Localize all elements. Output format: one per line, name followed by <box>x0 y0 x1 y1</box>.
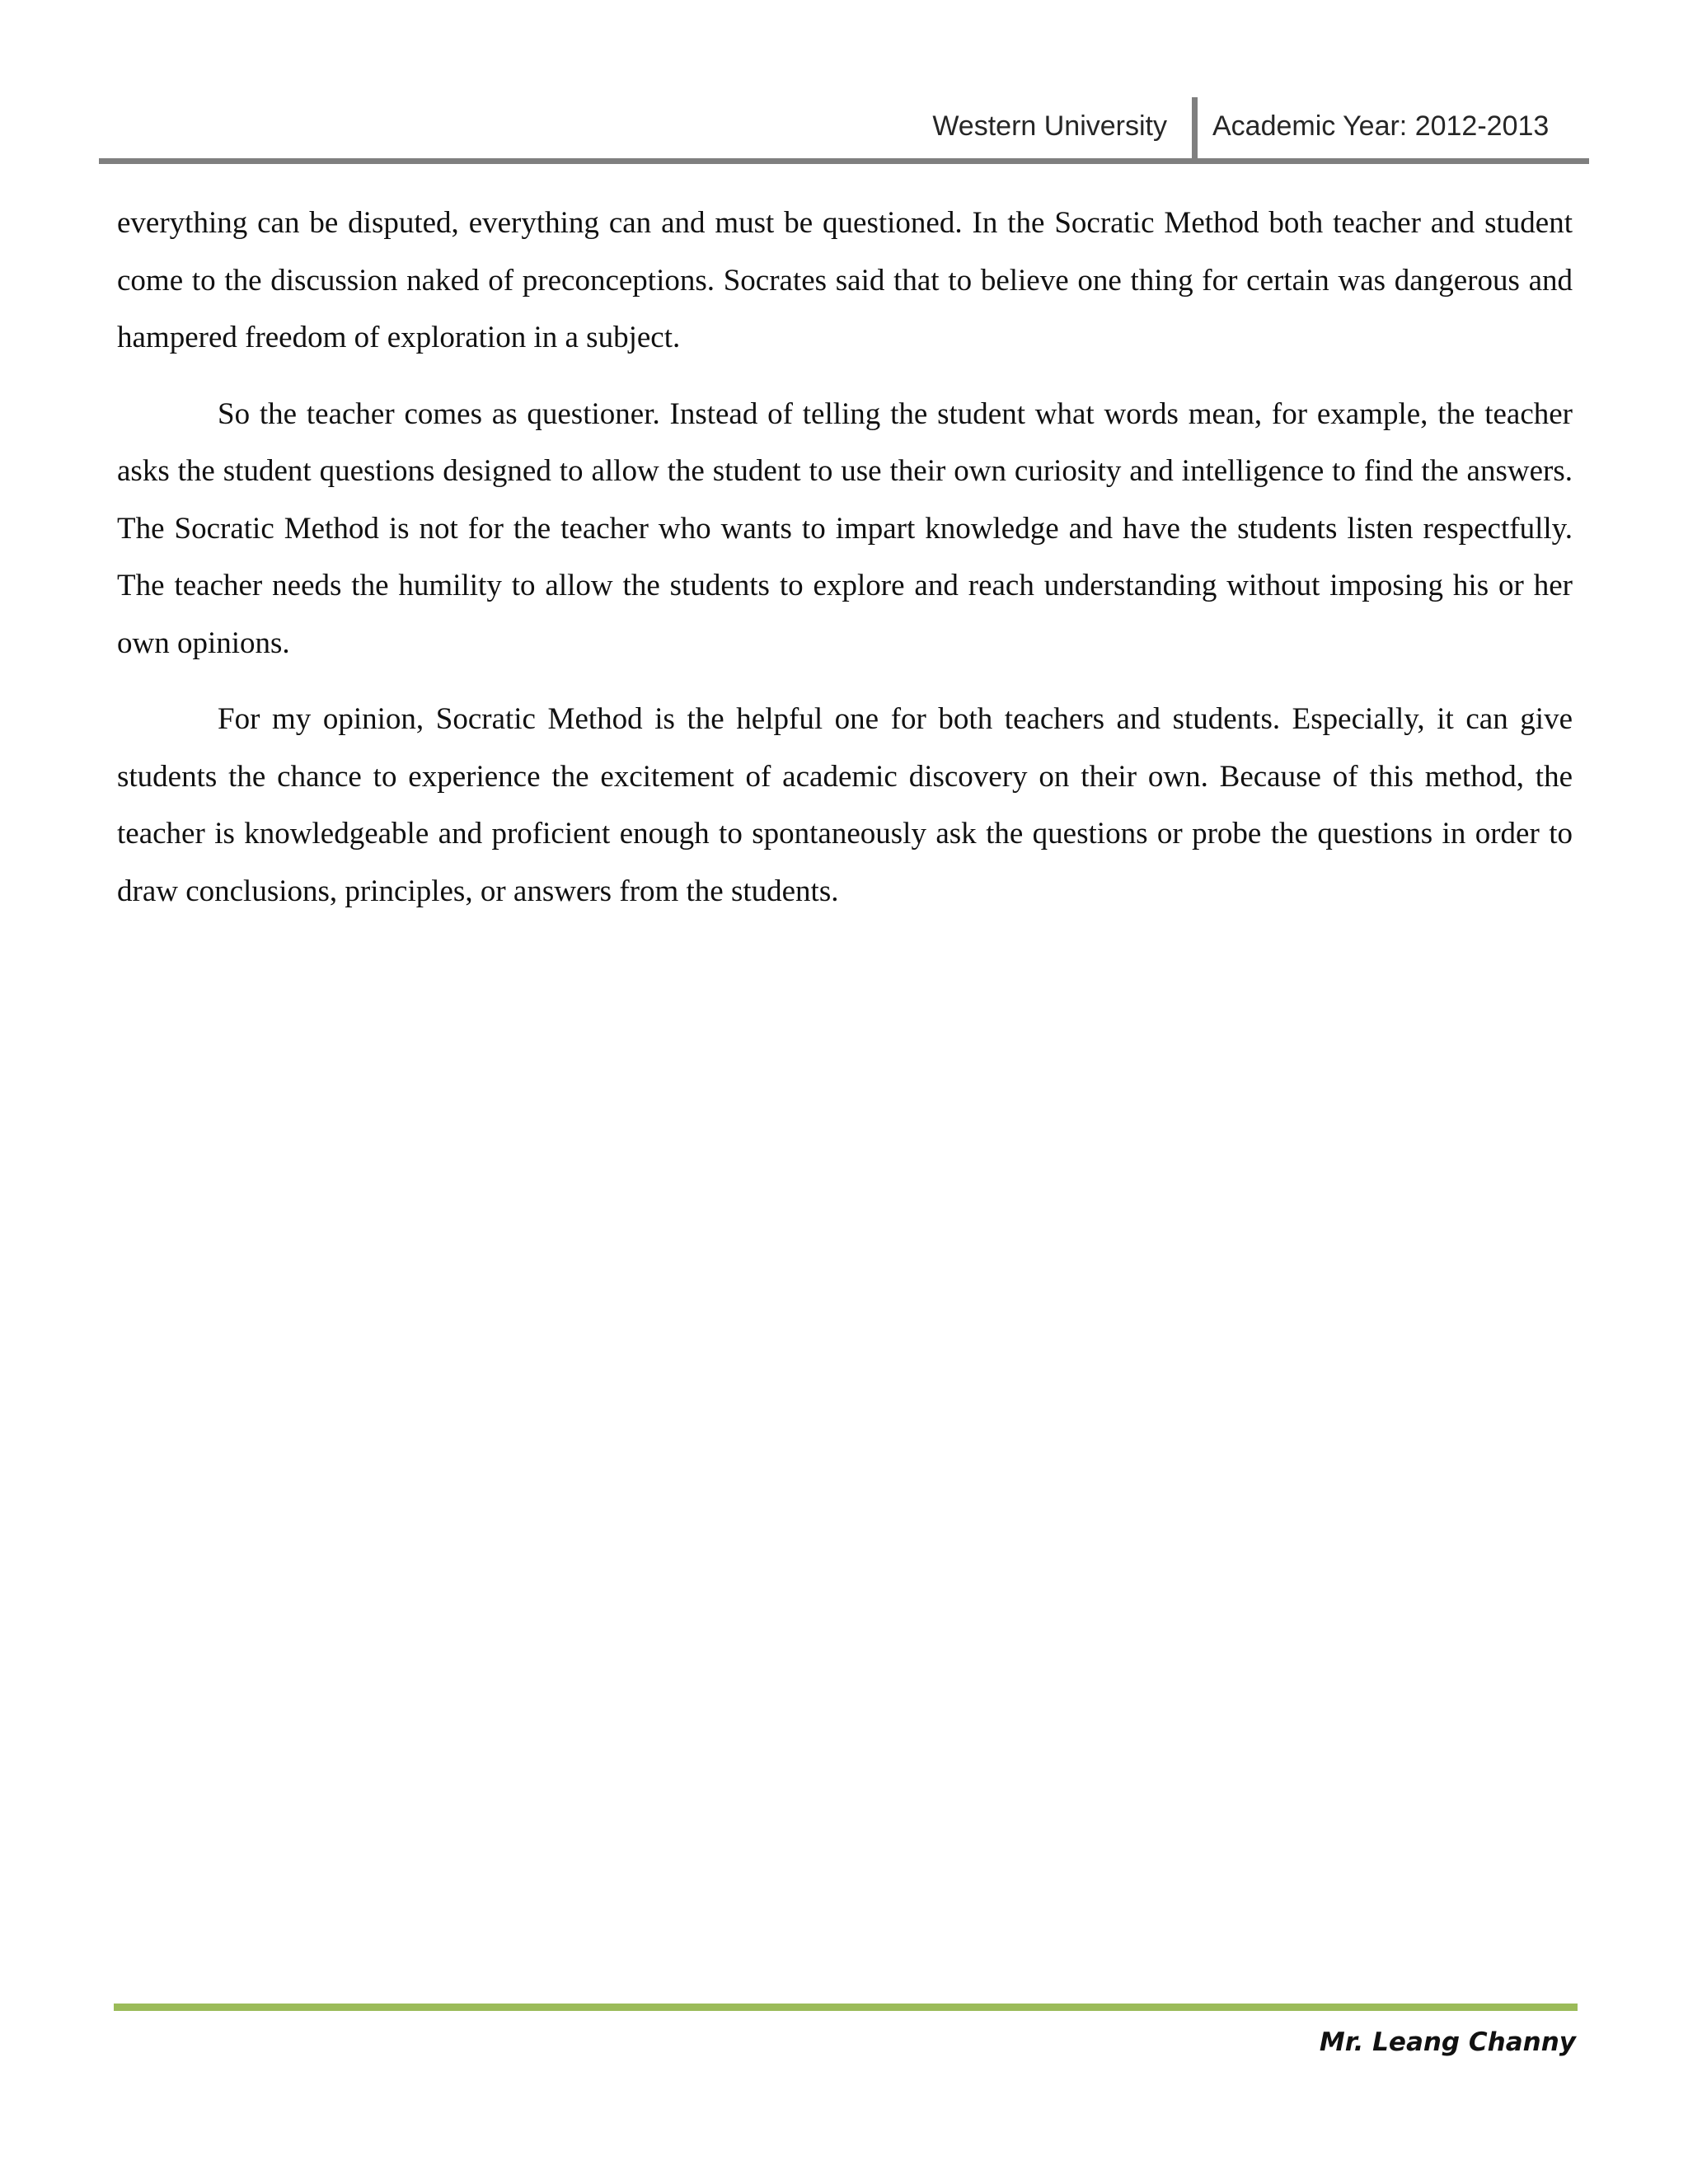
paragraph-2: So the teacher comes as questioner. Instead of telling the student what words mean, for example, the teacher asks the student questions designed to allow the student to use their own curiosity and intelligence to find the answers. The Socratic Method is not for the teacher who wants to impart knowledge and have the students listen respectfully. The teacher needs the humility to allow the students to explore and reach understanding without imposing his or her own opinions. <box>117 396 1573 660</box>
header-rule <box>99 158 1589 164</box>
footer-author: Mr. Leang Channy <box>1319 2027 1576 2057</box>
paragraph-1: everything can be disputed, everything can and must be questioned. In the Socratic Method both teacher and student come to the discussion naked of preconceptions. Socrates said that to believe one thing for certain was dangerous and hampered freedom of exploration in a subject. <box>117 206 1573 354</box>
footer-rule <box>114 2004 1578 2011</box>
paragraph-3: For my opinion, Socratic Method is the helpful one for both teachers and students. Especially, it can give students the chance to experience the excitement of academic discovery on their own. Because of this method, the teacher is knowledgeable and proficient enough to spontaneously ask the questions or probe the questions in order to draw conclusions, principles, or answers from the students. <box>117 702 1573 908</box>
header-university: Western University <box>932 110 1167 142</box>
header-academic-year: Academic Year: 2012-2013 <box>1212 110 1550 142</box>
body-text <box>117 194 1573 939</box>
header-divider <box>1192 97 1198 158</box>
page-header <box>99 97 1589 163</box>
